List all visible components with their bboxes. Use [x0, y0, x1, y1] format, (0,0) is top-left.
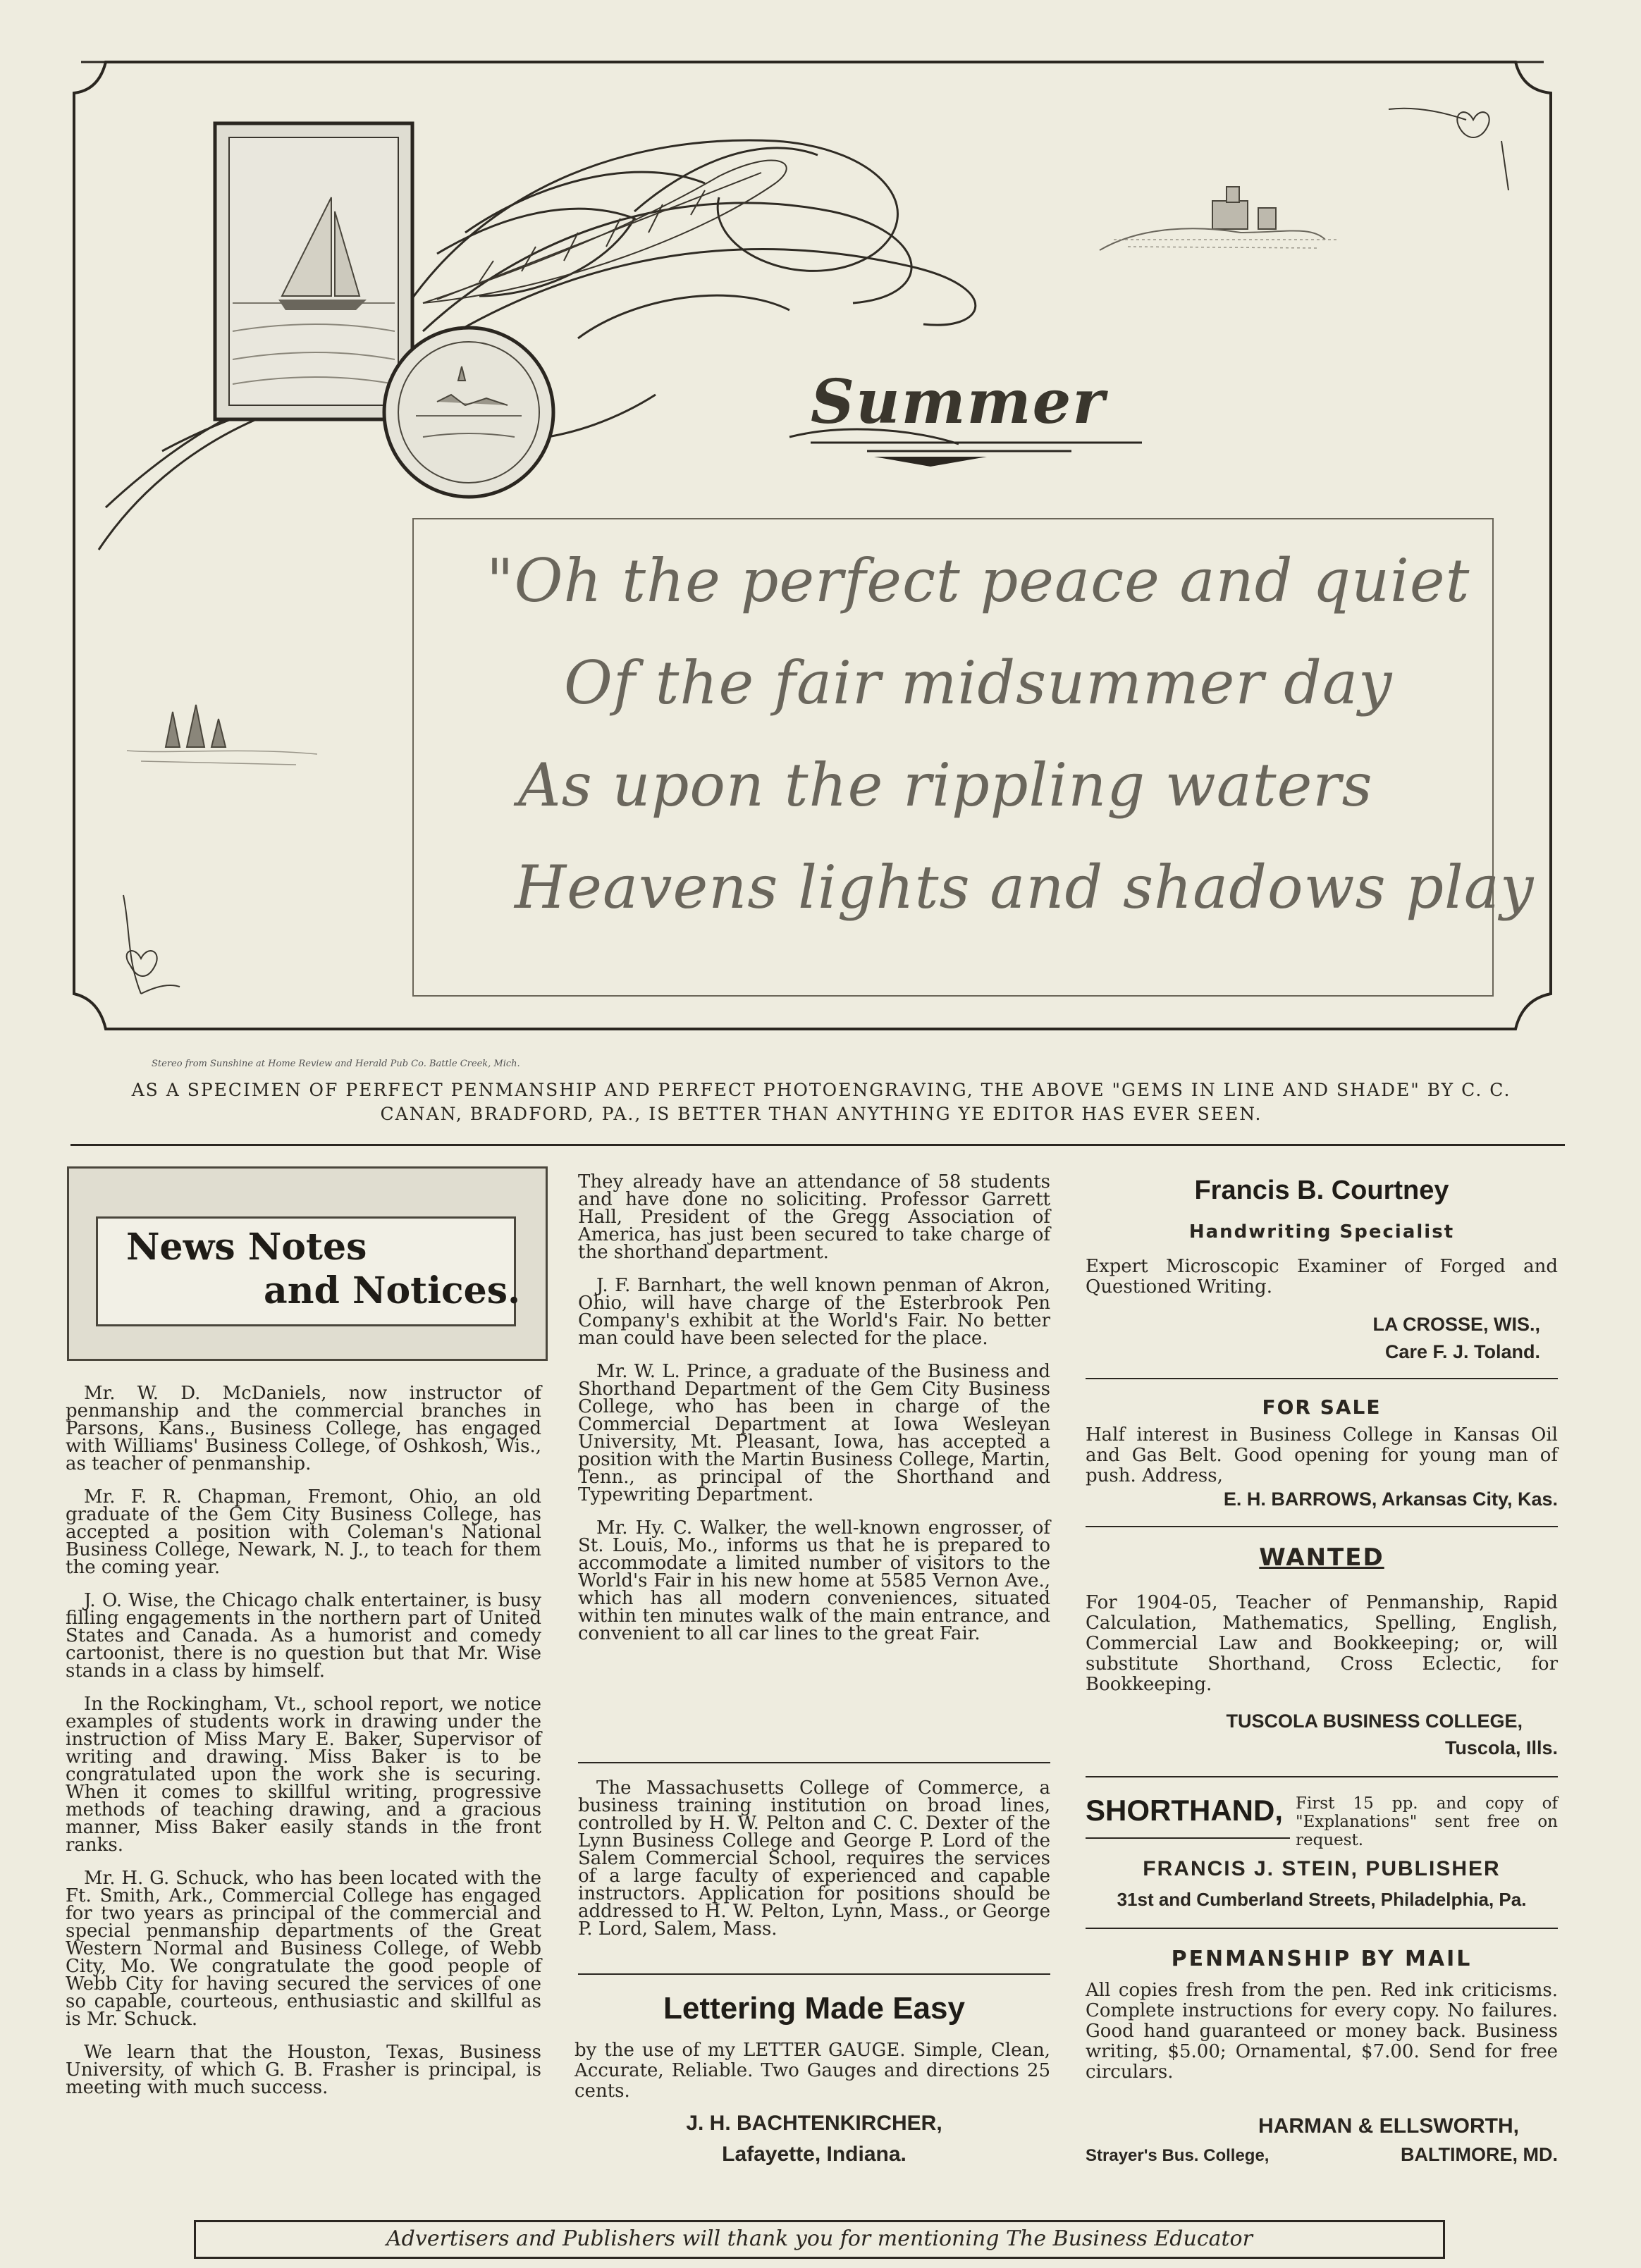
- news-item: They already have an attendance of 58 students and have done no soliciting. Professor Garrett Hall, President of the Gregg Association of America, has just been secured to take charge of the shorthand department.: [578, 1171, 1050, 1263]
- column-divider: [578, 1762, 1050, 1763]
- news-item: In the Rockingham, Vt., school report, we notice examples of students work in drawing under the instruction of Miss Mary E. Baker, Supervisor of writing and drawing. Miss Baker is to be congratulated upon the work she is securing. When it comes to skillful writing, progressive methods of teaching drawing, and a gracious manner, Miss Baker easily stands in the front ranks.: [66, 1694, 541, 1856]
- ad-divider: [1086, 1378, 1558, 1379]
- for-sale-title: FOR SALE: [1262, 1395, 1382, 1419]
- news-column-1: [66, 1385, 541, 2112]
- news-item: Mr. W. D. McDaniels, now instructor of penmanship and the commercial branches in Parsons, Kans., Business College, has engaged with Williams' Business College, of Oshkosh, Wis., as teacher of penmanship.: [66, 1383, 541, 1474]
- poem-line: Of the fair midsummer day: [564, 648, 1393, 717]
- news-header-inner: [96, 1216, 521, 1326]
- shorthand-note: First 15 pp. and copy of "Explanations" sent free on request.: [1296, 1794, 1558, 1849]
- shorthand-title: SHORTHAND,: [1086, 1794, 1283, 1827]
- ad-divider: [1086, 1776, 1558, 1777]
- courtney-title: Handwriting Specialist: [1188, 1221, 1455, 1243]
- wanted-title: WANTED: [1259, 1543, 1384, 1572]
- wanted-city: Tuscola, Ills.: [1444, 1737, 1558, 1758]
- courtney-city: LA CROSSE, WIS.,: [1372, 1314, 1540, 1335]
- ad-divider: [1086, 1837, 1290, 1839]
- news-item: J. O. Wise, the Chicago chalk entertainer, is busy filling engagements in the northern part of United States and Canada. As a humorist and comedy cartoonist, there is no question but that Mr. Wise stands in a class by himself.: [66, 1590, 541, 1682]
- courtney-name: Francis B. Courtney: [1194, 1176, 1449, 1205]
- penmanship-body: All copies fresh from the pen. Red ink criticisms. Complete instructions for every copy. No failures. Good hand guaranteed or money back. Business writing, $5.00; Ornamental, $7.00. Send for free circulars.: [1086, 1980, 1558, 2083]
- courtney-care: Care F. J. Toland.: [1384, 1341, 1540, 1362]
- footer-text: Advertisers and Publishers will thank you for mentioning The Business Educator: [386, 2226, 1253, 2251]
- penmanship-name: HARMAN & ELLSWORTH,: [1258, 2114, 1519, 2138]
- lettering-ad-name: J. H. BACHTENKIRCHER,: [686, 2112, 942, 2135]
- penmanship-city: BALTIMORE, MD.: [1401, 2144, 1558, 2165]
- shorthand-address: 31st and Cumberland Streets, Philadelphia, Pa.: [1117, 1889, 1527, 1910]
- penmanship-college: Strayer's Bus. College,: [1086, 2146, 1270, 2165]
- news-item: We learn that the Houston, Texas, Business University, of which G. B. Frasher is principal, is meeting with much success.: [66, 2042, 541, 2098]
- courtney-body: Expert Microscopic Examiner of Forged and Questioned Writing.: [1086, 1256, 1558, 1298]
- specimen-title: Summer: [811, 366, 1106, 438]
- news-title-line1: News Notes: [126, 1226, 367, 1269]
- ad-divider: [1086, 1526, 1558, 1527]
- news-column-2: [578, 1173, 1050, 1658]
- column-divider: [578, 1973, 1050, 1975]
- news-item: Mr. H. G. Schuck, who has been located with the Ft. Smith, Ark., Commercial College has engaged for two years as principal of the commercial and special penmanship departments of the Great Western Normal and Business College, of Webb City, Mo. We congratulate the good people of Webb City for having secured the services of one so capable, courteous, enthusiastic and skillful as is Mr. Schuck.: [66, 1868, 541, 2030]
- wanted-college: TUSCOLA BUSINESS COLLEGE,: [1226, 1711, 1523, 1732]
- poem-line: Heavens lights and shadows play: [515, 853, 1535, 922]
- ad-divider: [1086, 1928, 1558, 1929]
- footer-banner: [194, 2220, 1445, 2259]
- wanted-body: For 1904-05, Teacher of Penmanship, Rapid Calculation, Mathematics, Spelling, English, Commercial Law and Bookkeeping; or, will substitute Shorthand, Cross Eclectic, for Bookkeeping.: [1086, 1592, 1558, 1695]
- news-header-box: [67, 1166, 548, 1361]
- news-item: The Massachusetts College of Commerce, a business training institution on broad lines, controlled by H. W. Pelton and C. C. Dexter of the Lynn Business College and George P. Lord of the Salem Commercial School, requires the services of a large faculty of experienced and capable instructors. Application for positions should be addressed to H. W. Pelton, Lynn, Mass., or George P. Lord, Salem, Mass.: [578, 1777, 1050, 1940]
- for-sale-contact: E. H. BARROWS, Arkansas City, Kas.: [1223, 1489, 1558, 1510]
- news-item: Mr. W. L. Prince, a graduate of the Business and Shorthand Department of the Gem City Business College, who has been in charge of the Commercial Department at Iowa Wesleyan University, Mt. Pleasant, Iowa, has accepted a position with the Martin Business College, Martin, Tenn., as principal of the Shorthand and Typewriting Department.: [578, 1361, 1050, 1505]
- shorthand-publisher: FRANCIS J. STEIN, PUBLISHER: [1143, 1857, 1501, 1880]
- for-sale-body: Half interest in Business College in Kansas Oil and Gas Belt. Good opening for young man of push. Address,: [1086, 1424, 1558, 1486]
- section-divider: [70, 1144, 1565, 1146]
- news-item: J. F. Barnhart, the well known penman of Akron, Ohio, will have charge of the Esterbrook Pen Company's exhibit at the World's Fair. No better man could have been selected for the place.: [578, 1275, 1050, 1349]
- poem-line: "Oh the perfect peace and quiet: [486, 546, 1470, 615]
- news-item: Mr. F. R. Chapman, Fremont, Ohio, an old graduate of the Gem City Business College, has accepted a position with Coleman's National Business College, Newark, N. J., to teach for them the coming year.: [66, 1486, 541, 1578]
- lettering-ad-body: by the use of my LETTER GAUGE. Simple, Clean, Accurate, Reliable. Two Gauges and directions 25 cents.: [574, 2040, 1050, 2102]
- massachusetts-notice: [578, 1777, 1050, 1954]
- news-item: Mr. Hy. C. Walker, the well-known engrosser, of St. Louis, Mo., informs us that he is prepared to accommodate a limited number of visitors to the World's Fair in his new home at 5585 Vernon Ave., which has all modern conveniences, situated within ten minutes walk of the main entrance, and convenient to all car lines to the great Fair.: [578, 1517, 1050, 1644]
- news-title-line2: and Notices.: [264, 1269, 521, 1312]
- specimen-caption: AS A SPECIMEN OF PERFECT PENMANSHIP AND PERFECT PHOTOENGRAVING, THE ABOVE "GEMS IN LINE AND SHADE" BY C. C. CANAN, BRADFORD, PA., IS BETTER THAN ANYTHING YE EDITOR HAS EVER SEEN.: [131, 1080, 1511, 1124]
- poem-line: As upon the rippling waters: [518, 751, 1373, 820]
- specimen-credit: Stereo from Sunshine at Home Review and Herald Pub Co. Battle Creek, Mich.: [152, 1059, 520, 1069]
- lettering-ad-place: Lafayette, Indiana.: [722, 2143, 906, 2166]
- penmanship-title: PENMANSHIP BY MAIL: [1171, 1947, 1473, 1971]
- lettering-ad-title: Lettering Made Easy: [663, 1991, 965, 2026]
